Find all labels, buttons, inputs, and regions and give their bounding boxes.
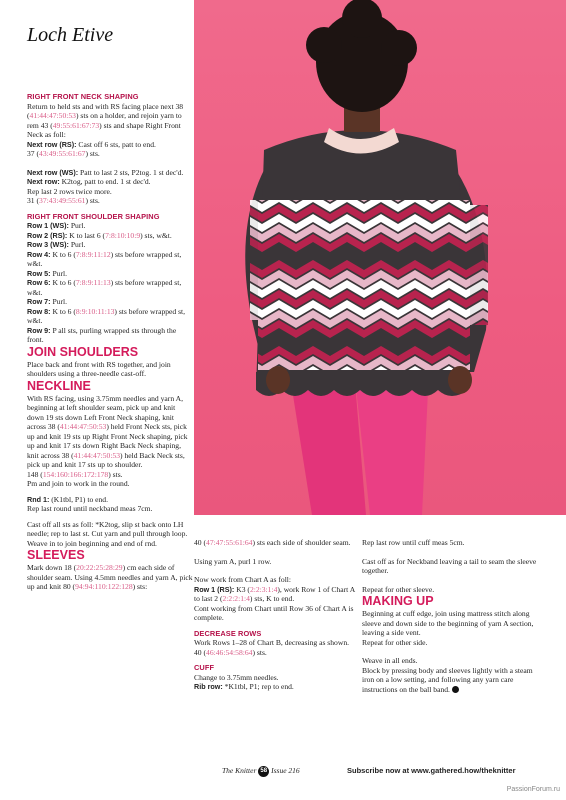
decrease-rows-count: 40 (46:46:54:58:64) sts. bbox=[194, 647, 267, 657]
rfn-row1: Next row (RS): Cast off 6 sts, patt to end. bbox=[27, 139, 156, 149]
c2-p3-intro: Now work from Chart A as foll: bbox=[194, 575, 292, 584]
neckline-count: 148 (154:160:166:172:178) sts. bbox=[27, 469, 123, 479]
rnd1: Rnd 1: (K1tbl, P1) to end. bbox=[27, 494, 108, 504]
rfn-ws-row: Next row (WS): Patt to last 2 sts, P2tog. 1 st dec'd. bbox=[27, 167, 184, 177]
footer-magazine: The Knitter 58 Issue 216 bbox=[222, 766, 300, 776]
c2-p2: Using yarn A, purl 1 row. bbox=[194, 556, 272, 566]
right-front-neck-heading: RIGHT FRONT NECK SHAPING bbox=[27, 92, 139, 101]
c3-p1: Rep last row until cuff meas 5cm. bbox=[362, 538, 465, 547]
rfs-row1: Row 1 (WS): Purl. bbox=[27, 221, 86, 230]
rfs-row3: Row 3 (WS): Purl. bbox=[27, 240, 86, 249]
rfs-row6: Row 6: K to 6 (7:8:9:11:13) sts before wrapped st, w&t. bbox=[27, 278, 182, 297]
c2-p3-row1: Row 1 (RS): K3 (2:2:3:1:4), work Row 1 of Chart A to last 2 (2:2:2:1:4) sts, K to end. bbox=[194, 584, 355, 603]
rfs-row8: Row 8: K to 6 (8:9:10:11:13) sts before wrapped st, w&t. bbox=[27, 306, 186, 325]
rfs-row7: Row 7: Purl. bbox=[27, 297, 68, 306]
join-shoulders-text: Place back and front with RS together, and join shoulders using a three-needle cast-off. bbox=[27, 359, 171, 378]
decrease-rows-text: Work Rows 1–28 of Chart B, decreasing as shown. bbox=[194, 638, 350, 647]
page-number: 58 bbox=[258, 766, 269, 777]
rfs-row5: Row 5: Purl. bbox=[27, 268, 68, 278]
column-3 bbox=[362, 538, 538, 694]
rfn-repeat: Rep last 2 rows twice more. bbox=[27, 186, 112, 196]
rib-row: Rib row: *K1tbl, P1; rep to end. bbox=[194, 682, 294, 691]
c2-p3-cont: Cont working from Chart until Row 36 of Chart A is complete. bbox=[194, 603, 354, 622]
cuff-text: Change to 3.75mm needles. bbox=[194, 672, 279, 682]
rfn-next-row: Next row: K2tog, patt to end. 1 st dec'd. bbox=[27, 177, 151, 186]
join-shoulders-heading: JOIN SHOULDERS bbox=[27, 344, 139, 359]
c2-p1: 40 (47:47:55:61:64) sts each side of shoulder seam. bbox=[194, 538, 351, 547]
neckline-heading: NECKLINE bbox=[27, 378, 91, 393]
making-up-heading: MAKING UP bbox=[362, 594, 434, 608]
model-illustration bbox=[194, 0, 566, 515]
neckline-pm: Pm and join to work in the round. bbox=[27, 479, 130, 488]
mu-p2: Repeat for other side. bbox=[362, 637, 428, 647]
column-2 bbox=[194, 538, 356, 692]
mu-p4: Block by pressing body and sleeves lightly with a steam iron on a low setting, and following any yarn care instructions on the ball band. bbox=[362, 665, 533, 694]
rfs-row9: Row 9: P all sts, purling wrapped sts through the front. bbox=[27, 325, 177, 344]
neckline-paragraph: With RS facing, using 3.75mm needles and yarn A, beginning at left shoulder seam, pick up and knit down 19 sts down Left Front Neck shaping, knit across 38 (41:44:47:50:53) held Front Neck sts, pick up and knit 19 sts up Right Front Neck shaping, pick up and knit 17 sts down Right Back Neck shaping, knit across 38 (41:44:47:50:53) held Back Neck sts, pick up and knit 17 sts up to shoulder. bbox=[27, 393, 188, 469]
c3-p2: Cast off as for Neckband leaving a tail to seam the sleeve together. bbox=[362, 556, 537, 575]
sleeves-paragraph: Mark down 18 (20:22:25:28:29) cm each side of shoulder seam. Using 4.5mm needles and yarn A, pick up and knit 80 (94:94:110:122:128) sts: bbox=[27, 563, 193, 591]
cuff-heading: CUFF bbox=[194, 663, 215, 672]
rnd-repeat: Rep last round until neckband meas 7cm. bbox=[27, 504, 153, 513]
column-1 bbox=[27, 92, 193, 592]
c3-p3: Repeat for other sleeve. bbox=[362, 584, 435, 594]
rfn-count2: 31 (37:43:49:55:61) sts. bbox=[27, 196, 100, 205]
model-photo bbox=[194, 0, 566, 515]
rfs-row4: Row 4: K to 6 (7:8:9:11:12) sts before wrapped st, w&t. bbox=[27, 249, 182, 268]
watermark: PassionForum.ru bbox=[506, 786, 560, 793]
castoff-text: Cast off all sts as foll: *K2tog, slip st back onto LH needle; rep to last st. Cut yarn and pull through loop. Weave in to join beginning and end of rnd. bbox=[27, 519, 188, 548]
rfn-count1: 37 (43:49:55:61:67) sts. bbox=[27, 149, 100, 158]
footer-subscribe: Subscribe now at www.gathered.how/theknitter bbox=[347, 766, 516, 775]
rfn-paragraph: Return to held sts and with RS facing place next 38 (41:44:47:50:53) sts on a holder, and rejoin yarn to rem 43 (49:55:61:67:73) sts and shape Right Front Neck as foll: bbox=[27, 101, 184, 139]
right-front-shoulder-heading: RIGHT FRONT SHOULDER SHAPING bbox=[27, 211, 160, 221]
page-title: Loch Etive bbox=[27, 24, 114, 46]
end-mark-icon bbox=[452, 686, 459, 693]
sleeves-heading: SLEEVES bbox=[27, 548, 85, 562]
mu-p3: Weave in all ends. bbox=[362, 656, 418, 665]
mu-p1: Beginning at cuff edge, join using mattress stitch along sleeve and down side to the beginning of yarn A section, leaving a side vent. bbox=[362, 609, 534, 637]
decrease-rows-heading: DECREASE ROWS bbox=[194, 628, 262, 638]
rfs-row2: Row 2 (RS): K to last 6 (7:8:10:10:9) sts, w&t. bbox=[27, 230, 172, 240]
